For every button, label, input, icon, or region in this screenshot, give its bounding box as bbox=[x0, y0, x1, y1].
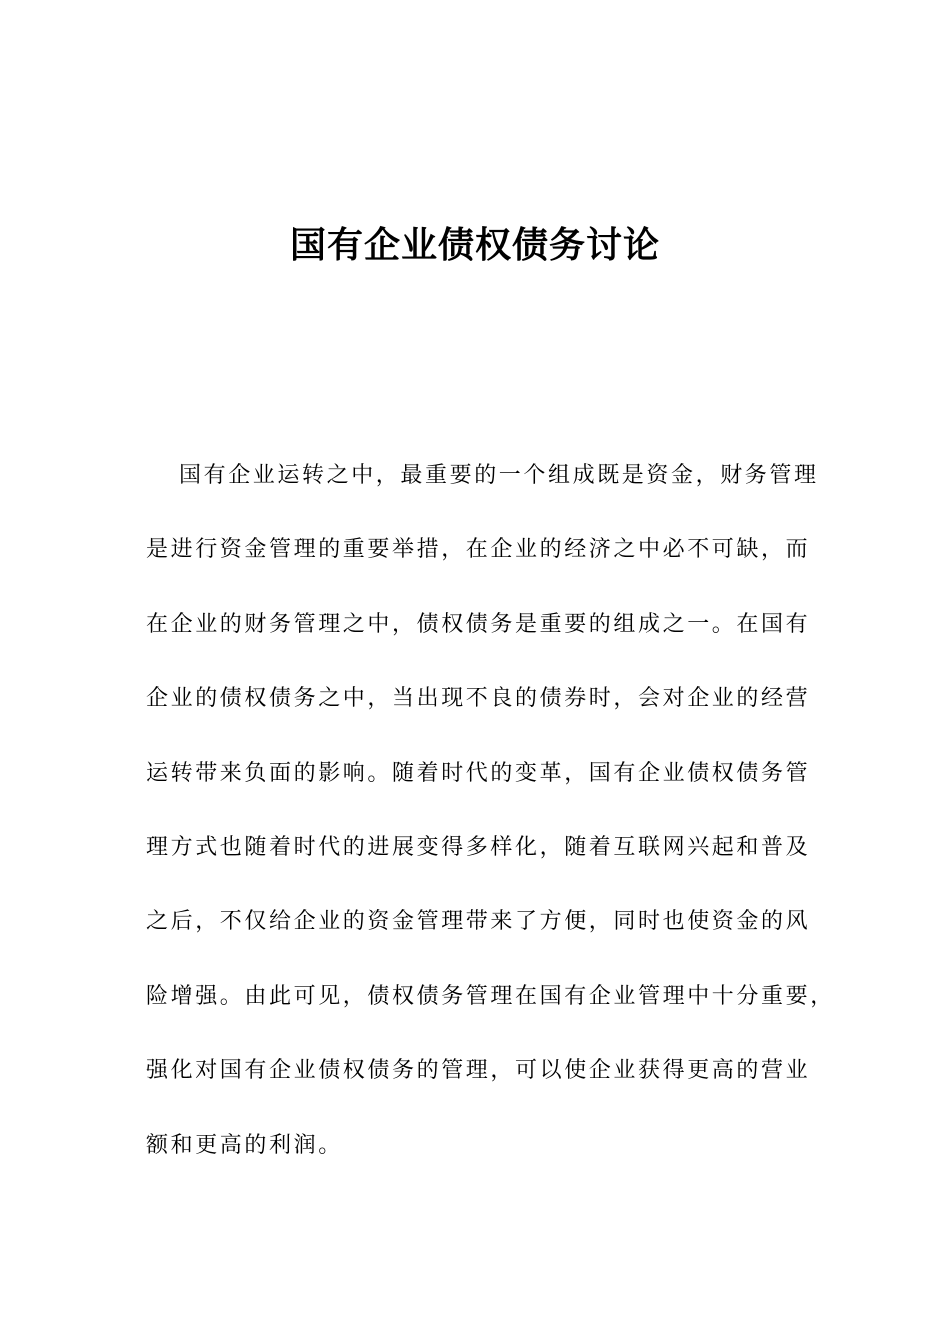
paragraph-line: 额和更高的利润。 bbox=[146, 1132, 343, 1158]
paragraph-line: 在企业的财务管理之中，债权债务是重要的组成之一。在国有 bbox=[146, 611, 811, 637]
paragraph-line: 国有企业运转之中，最重要的一个组成既是资金，财务管理 bbox=[179, 463, 819, 488]
paragraph-line: 理方式也随着时代的进展变得多样化，随着互联网兴起和普及 bbox=[146, 834, 811, 860]
body-paragraph bbox=[146, 452, 846, 1196]
paragraph-line: 之后，不仅给企业的资金管理带来了方便，同时也使资金的风 bbox=[146, 909, 811, 935]
paragraph-line: 企业的债权债务之中，当出现不良的债券时，会对企业的经营 bbox=[146, 686, 811, 712]
paragraph-line: 是进行资金管理的重要举措，在企业的经济之中必不可缺，而 bbox=[146, 537, 811, 563]
paragraph-line: 运转带来负面的影响。随着时代的变革，国有企业债权债务管 bbox=[146, 760, 811, 786]
paragraph-line: 强化对国有企业债权债务的管理，可以使企业获得更高的营业 bbox=[146, 1058, 811, 1084]
document-title: 国有企业债权债务讨论 bbox=[289, 225, 660, 266]
paragraph-line: 险增强。由此可见，债权债务管理在国有企业管理中十分重要， bbox=[146, 983, 835, 1009]
